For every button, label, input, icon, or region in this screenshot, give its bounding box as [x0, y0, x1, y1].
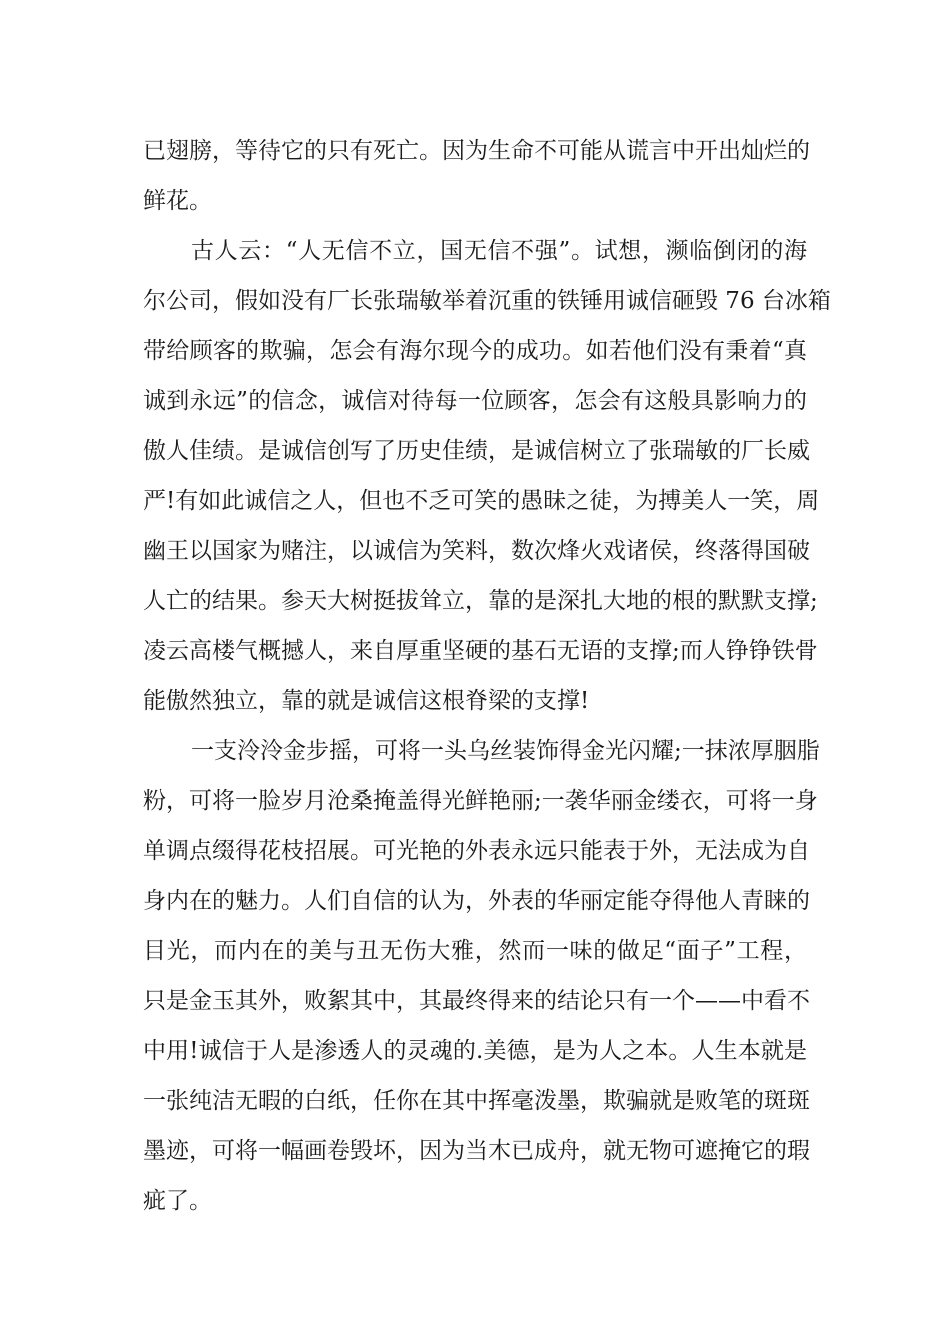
text-line: 疵了。 [143, 1188, 212, 1214]
text-line: 墨迹，可将一幅画卷毁坏，因为当木已成舟，就无物可遮掩它的瑕 [143, 1138, 810, 1164]
paragraph-first-line: 古人云：“人无信不立，国无信不强”。试想，濒临倒闭的海 [191, 238, 807, 264]
text-line: 傲人佳绩。是诚信创写了历史佳绩，是诚信树立了张瑞敏的厂长威 [143, 438, 810, 464]
text-line: 人亡的结果。参天大树挺拔耸立，靠的是深扎大地的根的默默支撑; [143, 588, 818, 614]
text-line: 鲜花。 [143, 188, 212, 214]
text-line: 诚到永远”的信念，诚信对待每一位顾客，怎会有这般具影响力的 [143, 388, 807, 414]
text-line: 一张纯洁无暇的白纸，任你在其中挥毫泼墨，欺骗就是败笔的斑斑 [143, 1088, 810, 1114]
text-line: 只是金玉其外，败絮其中，其最终得来的结论只有一个——中看不 [143, 988, 810, 1014]
text-line: 粉，可将一脸岁月沧桑掩盖得光鲜艳丽;一袭华丽金缕衣，可将一身 [143, 788, 818, 814]
text-line: 单调点缀得花枝招展。可光艳的外表永远只能表于外，无法成为自 [143, 838, 810, 864]
text-line: 已翅膀，等待它的只有死亡。因为生命不可能从谎言中开出灿烂的 [143, 138, 810, 164]
text-line: 严!有如此诚信之人，但也不乏可笑的愚昧之徒，为搏美人一笑，周 [143, 488, 820, 514]
text-line: 带给顾客的欺骗，怎会有海尔现今的成功。如若他们没有秉着“真 [143, 338, 807, 364]
text-line: 目光，而内在的美与丑无伤大雅，然而一味的做足“面子”工程， [143, 938, 807, 964]
text-line: 能傲然独立，靠的就是诚信这根脊梁的支撑! [143, 688, 590, 714]
text-line: 中用!诚信于人是渗透人的灵魂的.美德，是为人之本。人生本就是 [143, 1038, 807, 1064]
text-line: 凌云高楼气概撼人，来自厚重坚硬的基石无语的支撑;而人铮铮铁骨 [143, 638, 818, 664]
text-line: 尔公司，假如没有厂长张瑞敏举着沉重的铁锤用诚信砸毁 76 台冰箱 [143, 288, 831, 314]
paragraph-first-line: 一支泠泠金步摇，可将一头乌丝装饰得金光闪耀;一抹浓厚胭脂 [191, 738, 820, 764]
text-line: 幽王以国家为赌注，以诚信为笑料，数次烽火戏诸侯，终落得国破 [143, 538, 810, 564]
text-line: 身内在的魅力。人们自信的认为，外表的华丽定能夺得他人青睐的 [143, 888, 810, 914]
